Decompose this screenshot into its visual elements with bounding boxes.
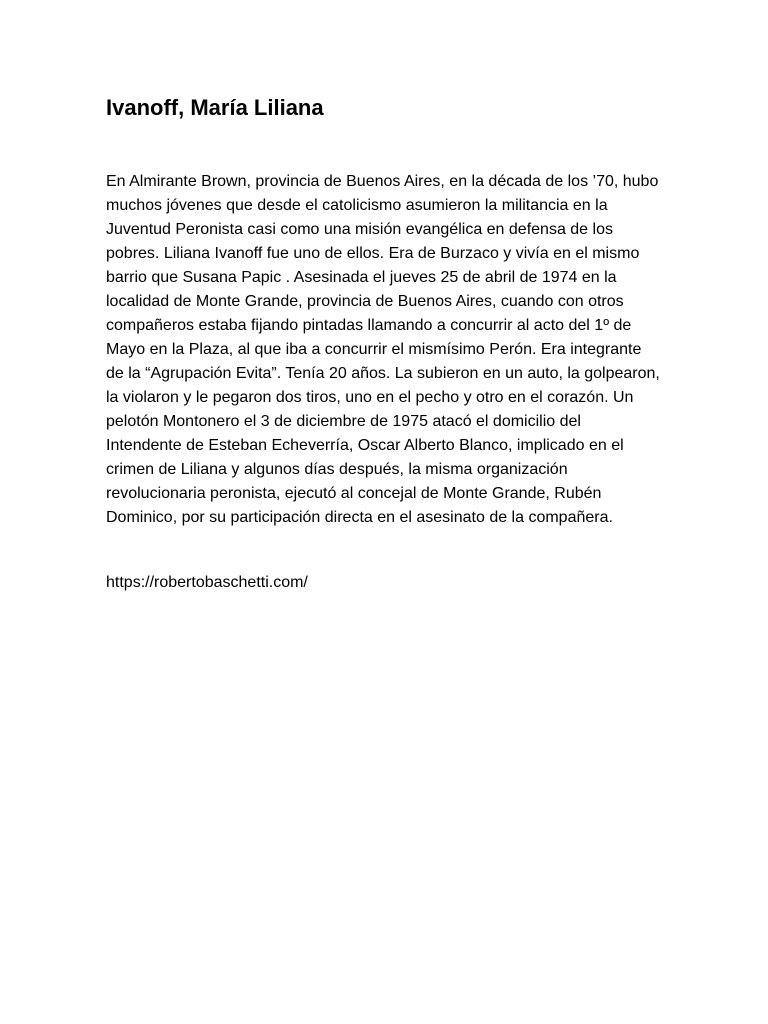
body-line: crimen de Liliana y algunos días después, la misma organización [106, 461, 568, 478]
body-line: Mayo en la Plaza, al que iba a concurrir el mismísimo Perón. Era integrante [106, 341, 642, 358]
body-line: Intendente de Esteban Echeverría, Oscar Alberto Blanco, implicado en el [106, 437, 624, 454]
body-line: muchos jóvenes que desde el catolicismo asumieron la militancia en la [106, 197, 608, 214]
body-line: Dominico, por su participación directa en el asesinato de la compañera. [106, 509, 613, 526]
body-line: pelotón Montonero el 3 de diciembre de 1975 atacó el domicilio del [106, 413, 581, 430]
body-line: de la “Agrupación Evita”. Tenía 20 años. La subieron en un auto, la golpearon, [106, 365, 660, 382]
body-line: barrio que Susana Papic . Asesinada el jueves 25 de abril de 1974 en la [106, 269, 617, 286]
body-line: revolucionaria peronista, ejecutó al concejal de Monte Grande, Rubén [106, 485, 602, 502]
body-line: compañeros estaba fijando pintadas llamando a concurrir al acto del 1º de [106, 317, 632, 334]
body-line: Juventud Peronista casi como una misión evangélica en defensa de los [106, 221, 613, 238]
source-url-text: https://robertobaschetti.com/ [106, 574, 308, 591]
body-line: En Almirante Brown, provincia de Buenos Aires, en la década de los ’70, hubo [106, 173, 659, 190]
body-line: localidad de Monte Grande, provincia de Buenos Aires, cuando con otros [106, 293, 624, 310]
document-title: Ivanoff, María Liliana [106, 95, 324, 120]
body-line: pobres. Liliana Ivanoff fue uno de ellos. Era de Burzaco y vivía en el mismo [106, 245, 640, 262]
body-line: la violaron y le pegaron dos tiros, uno en el pecho y otro en el corazón. Un [106, 389, 634, 406]
document-body-paragraph [106, 170, 676, 530]
